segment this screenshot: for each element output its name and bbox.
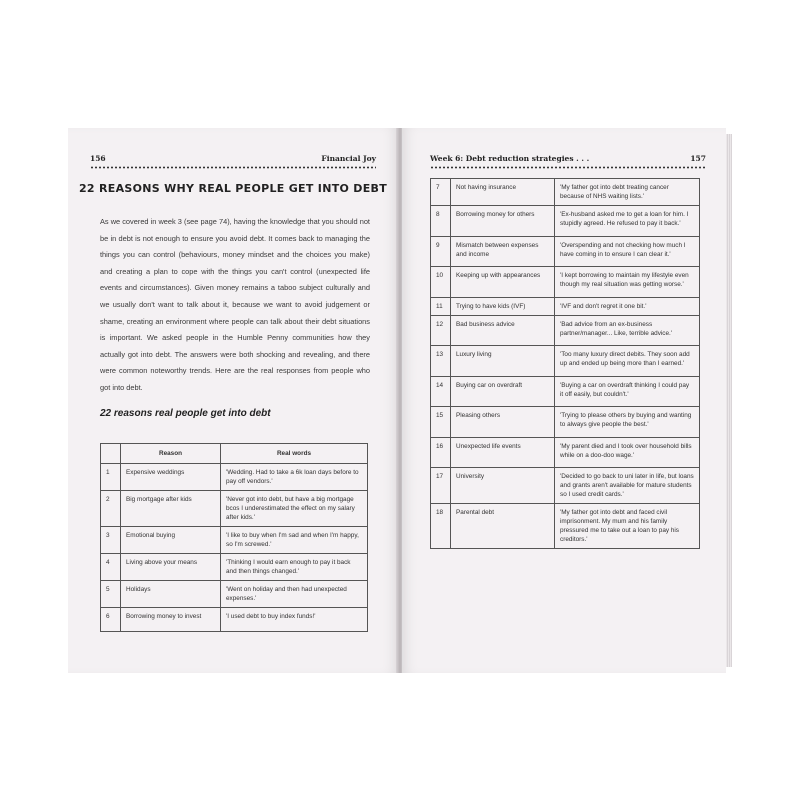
table-row <box>431 407 700 438</box>
real-words-cell: 'Went on holiday and then had unexpected expenses.' <box>221 581 368 608</box>
table-row <box>431 468 700 504</box>
table-row <box>431 236 700 267</box>
reasons-table <box>100 443 368 632</box>
header-dotted-rule <box>90 166 376 169</box>
table-row <box>431 376 700 407</box>
real-words-cell: 'My father got into debt treating cancer because of NHS waiting lists.' <box>555 179 700 206</box>
real-words-cell: 'My father got into debt and faced civil imprisonment. My mum and his family pressured me to take out a loan to pay his creditors.' <box>555 504 700 549</box>
page-edges <box>726 134 732 667</box>
number-cell: 8 <box>431 206 451 237</box>
reason-cell: Bad business advice <box>451 315 555 346</box>
table-row <box>101 464 368 491</box>
reason-cell: Pleasing others <box>451 407 555 438</box>
reasons-table-continued <box>430 178 700 549</box>
reason-cell: Big mortgage after kids <box>121 491 221 527</box>
number-cell: 11 <box>431 297 451 315</box>
number-cell: 14 <box>431 376 451 407</box>
real-words-cell: 'Bad advice from an ex-business partner/manager... Like, terrible advice.' <box>555 315 700 346</box>
page-number: 156 <box>90 154 106 163</box>
table-row <box>101 527 368 554</box>
table-row <box>431 267 700 298</box>
real-words-cell: 'I kept borrowing to maintain my lifestyle even though my real situation was getting worse.' <box>555 267 700 298</box>
number-cell: 5 <box>101 581 121 608</box>
header-cell: Real words <box>221 444 368 464</box>
running-title: Financial Joy <box>321 154 376 163</box>
table-row <box>431 179 700 206</box>
reason-cell: Expensive weddings <box>121 464 221 491</box>
number-cell: 18 <box>431 504 451 549</box>
number-cell: 4 <box>101 554 121 581</box>
real-words-cell: 'My parent died and I took over household bills while on a doo-doo wage.' <box>555 437 700 468</box>
reason-cell: Holidays <box>121 581 221 608</box>
real-words-cell: 'Never got into debt, but have a big mortgage bcos I underestimated the effect on my salary after kids.' <box>221 491 368 527</box>
table-row <box>101 491 368 527</box>
number-cell: 15 <box>431 407 451 438</box>
number-cell: 10 <box>431 267 451 298</box>
number-cell: 17 <box>431 468 451 504</box>
reason-cell: Emotional buying <box>121 527 221 554</box>
table-row <box>431 297 700 315</box>
reason-cell: Trying to have kids (IVF) <box>451 297 555 315</box>
real-words-cell: 'Overspending and not checking how much I have coming in to ensure I can clear it.' <box>555 236 700 267</box>
table-row <box>431 346 700 377</box>
body-paragraph: As we covered in week 3 (see page 74), having the knowledge that you should not be in debt is not enough to ensure you avoid debt. It comes back to managing the things you can control (behaviours, money mindset and the choices you make) and creating a plan to cope with the things you can't control (unexpected life events and circumstances). Given money remains a taboo subject culturally and we usually don't want to talk about it, because we want to avoid judgement or shame, creating an environment where people can talk about their debt situations is important. We asked people in the Humble Penny communities how they actually got into debt. The answers were both shocking and revealing, and there were common noteworthy trends. Here are the real responses from people who got into debt. <box>100 217 370 392</box>
reason-cell: Living above your means <box>121 554 221 581</box>
left-page <box>68 128 398 673</box>
number-cell: 1 <box>101 464 121 491</box>
section-heading: 22 REASONS WHY REAL PEOPLE GET INTO DEBT <box>78 182 388 195</box>
number-cell: 2 <box>101 491 121 527</box>
table-header-row <box>101 444 368 464</box>
running-title: Week 6: Debt reduction strategies . . . <box>430 154 590 163</box>
reason-cell: University <box>451 468 555 504</box>
table-row <box>431 206 700 237</box>
header-dotted-rule <box>430 166 706 169</box>
real-words-cell: 'Trying to please others by buying and wanting to always give people the best.' <box>555 407 700 438</box>
table-row <box>431 437 700 468</box>
number-cell: 3 <box>101 527 121 554</box>
real-words-cell: 'Ex-husband asked me to get a loan for him. I stupidly agreed. He refused to pay it back.' <box>555 206 700 237</box>
right-page <box>402 128 726 673</box>
reason-cell: Unexpected life events <box>451 437 555 468</box>
table-row <box>431 504 700 549</box>
real-words-cell: 'Too many luxury direct debits. They soon add up and ended up being more than I earned.' <box>555 346 700 377</box>
number-cell: 6 <box>101 608 121 632</box>
reason-cell: Parental debt <box>451 504 555 549</box>
reason-cell: Buying car on overdraft <box>451 376 555 407</box>
reason-cell: Keeping up with appearances <box>451 267 555 298</box>
table-row <box>101 554 368 581</box>
page-number: 157 <box>690 154 706 163</box>
real-words-cell: 'Wedding. Had to take a 6k loan days before to pay off vendors.' <box>221 464 368 491</box>
table-row <box>101 581 368 608</box>
real-words-cell: 'IVF and don't regret it one bit.' <box>555 297 700 315</box>
table-subheading: 22 reasons real people get into debt <box>100 408 271 419</box>
table-row <box>101 608 368 632</box>
table-row <box>431 315 700 346</box>
real-words-cell: 'Buying a car on overdraft thinking I could pay it off easily, but couldn't.' <box>555 376 700 407</box>
real-words-cell: 'I used debt to buy index funds!' <box>221 608 368 632</box>
open-book <box>68 128 732 673</box>
number-cell: 7 <box>431 179 451 206</box>
reason-cell: Borrowing money to invest <box>121 608 221 632</box>
reason-cell: Not having insurance <box>451 179 555 206</box>
number-cell: 9 <box>431 236 451 267</box>
real-words-cell: 'Decided to go back to uni later in life, but loans and grants aren't available for mature students so I used credit cards.' <box>555 468 700 504</box>
number-cell: 16 <box>431 437 451 468</box>
number-cell: 12 <box>431 315 451 346</box>
header-cell: Reason <box>121 444 221 464</box>
real-words-cell: 'I like to buy when I'm sad and when I'm happy, so I'm screwed.' <box>221 527 368 554</box>
reason-cell: Mismatch between expenses and income <box>451 236 555 267</box>
number-cell: 13 <box>431 346 451 377</box>
reason-cell: Borrowing money for others <box>451 206 555 237</box>
real-words-cell: 'Thinking I would earn enough to pay it back and then things changed.' <box>221 554 368 581</box>
reason-cell: Luxury living <box>451 346 555 377</box>
header-cell <box>101 444 121 464</box>
